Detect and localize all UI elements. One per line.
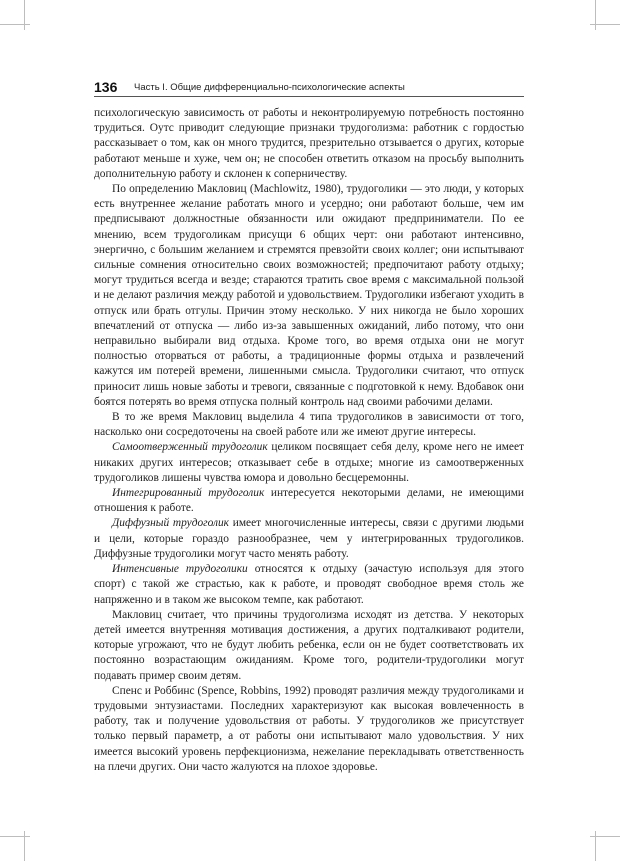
type-term: Самоотверженный трудоголик [112,441,268,454]
paragraph: Макловиц считает, что причины трудоголизма исходят из детства. У некоторых детей имеется внутренняя мотивация достижения, а других подталкивают родители, которые угрожают, что не будут любить ребенка, если он не будет соответствовать их постоянно возрастающим ожиданиям. Кроме того, родители-трудоголики могут подавать пример своим детям. [94,608,524,682]
header-rule [94,96,524,97]
crop-mark [0,836,30,837]
type-term: Интенсивные трудоголики [112,563,248,576]
paragraph: Самоотверженный трудоголик целиком посвящает себя делу, кроме него не имеет никаких других интересов; отказывает себе в отдыхе; многие из самоотверженных трудоголиков лишены чувства юмора и довольно бесцеремонны. [94,441,524,484]
crop-mark [590,836,620,837]
body-text [94,106,524,775]
paragraph: В то же время Макловиц выделила 4 типа трудоголиков в зависимости от того, насколько они сосредоточены на своей работе или же имеют другие интересы. [94,411,524,439]
paragraph: Спенс и Роббинс (Spence, Robbins, 1992) проводят различия между трудоголиками и трудовыми энтузиастами. Последних характеризуют как высокая вовлеченность в работу, так и получение удовольствия от работы. У трудоголиков же присутствует только первый параметр, а от работы они испытывают мало удовольствия. У них имеется высокий уровень перфекционизма, нежелание перекладывать ответственность на плечи других. Они часто жалуются на плохое здоровье. [94,684,524,773]
running-head: Часть I. Общие дифференциально-психологические аспекты [134,82,405,93]
paragraph: Диффузный трудоголик имеет многочисленные интересы, связи с другими людьми и цели, которые гораздо разнообразнее, чем у интегрированных трудоголиков. Диффузные трудоголики могут часто менять работу. [94,517,524,560]
type-term: Диффузный трудоголик [112,517,229,530]
crop-mark [590,24,620,25]
type-term: Интегрированный трудоголик [112,487,265,500]
crop-mark [0,24,30,25]
page-number: 136 [94,79,118,95]
page-header [94,79,524,97]
crop-mark [595,0,596,30]
paragraph: Интенсивные трудоголики относятся к отдыху (зачастую используя для этого спорт) с такой же страстью, как к работе, и проводят свободное время столь же напряженно и в таком же высоком темпе, как работают. [94,563,524,606]
crop-mark [24,0,25,30]
paragraph: Интегрированный трудоголик интересуется некоторыми делами, не имеющими отношения к работе. [94,487,524,515]
paragraph: По определению Макловиц (Machlowitz, 1980), трудоголики — это люди, у которых есть внутреннее желание работать много и усердно; они работают больше, чем им предписывают должностные обязанности или ожидают предприниматели. По ее мнению, всем трудоголикам присущи 6 общих черт: они работают интенсивно, энергично, с большим желанием и стремятся превзойти своих коллег; они испытывают сильные сомнения относительно своих возможностей; предпочитают работу отдыху; могут трудиться всегда и везде; стараются тратить свое время с максимальной пользой и не делают различия между работой и удовольствием. Трудоголики избегают уходить в отпуск или брать отгулы. Причин этому несколько. У них никогда не было хороших впечатлений от отпуска — либо из-за завышенных ожиданий, либо потому, что они неправильно выбирали вид отдыха. Кроме того, во время отдыха они не могут полностью оторваться от работы, а традиционные формы отдыха и развлечений кажутся им потерей времени, лишенными смысла. Трудоголики считают, что отпуск приносит лишь новые заботы и тревоги, связанные с подготовкой к нему. Вдобавок они боятся потерять во время отпуска полный контроль над своими рабочими делами. [94,183,524,408]
paragraph: психологическую зависимость от работы и неконтролируемую потребность постоянно трудиться. Оутс приводит следующие признаки трудоголизма: работник с гордостью рассказывает о том, как он много трудится, презрительно отзывается о других, которые работают меньше и хуже, чем он; не способен ответить отказом на просьбу выполнить дополнительную работу и склонен к соперничеству. [94,107,524,180]
